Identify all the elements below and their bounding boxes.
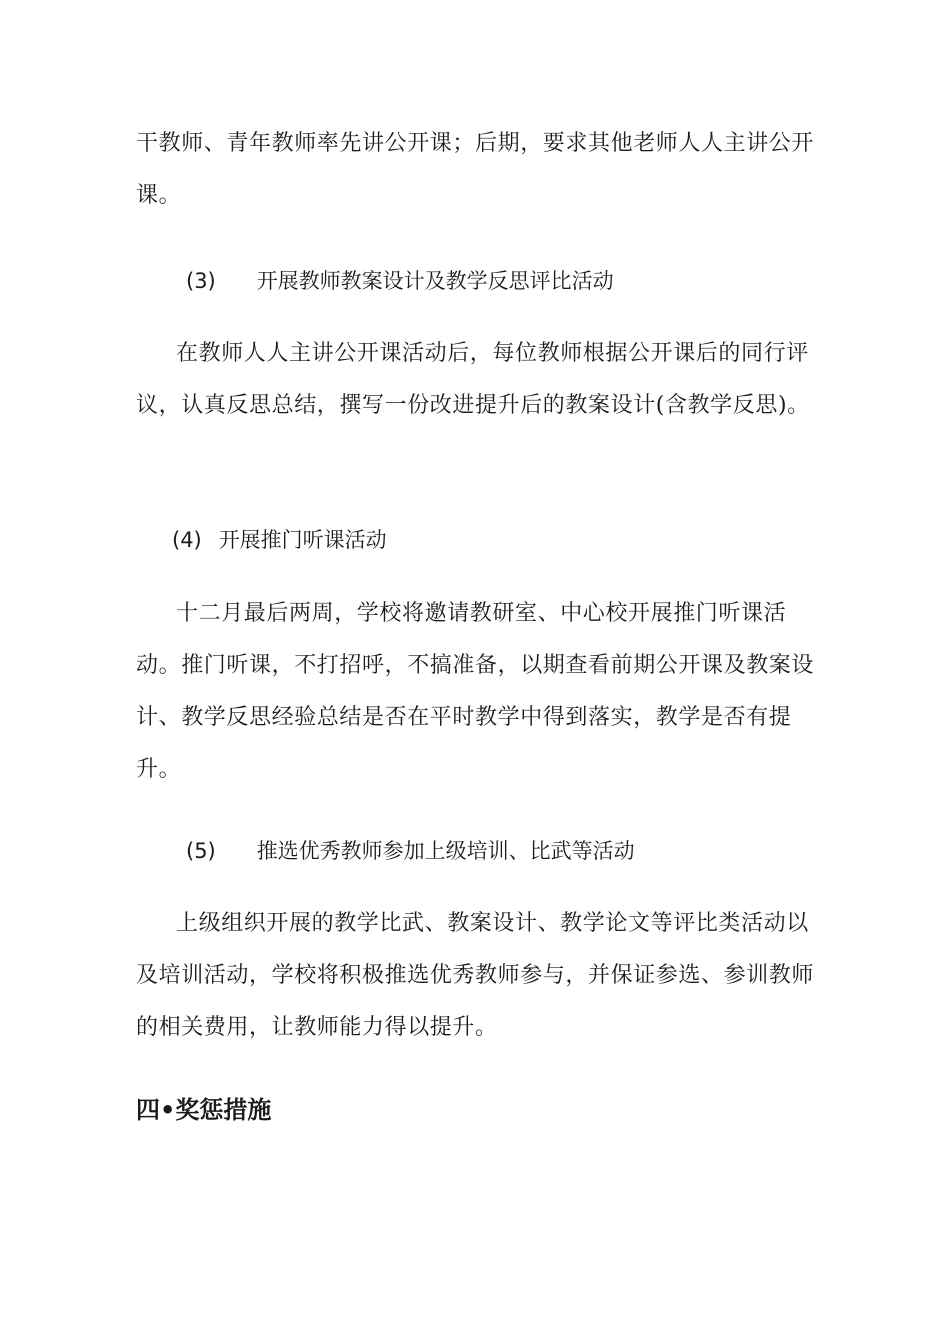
paragraph-continued — [136, 118, 816, 222]
heading-5 — [186, 836, 635, 866]
section-title: 四•奖惩措施 — [136, 1096, 272, 1124]
paragraph-training — [136, 898, 816, 1054]
heading-4 — [172, 525, 387, 555]
paragraph-text: 在教师人人主讲公开课活动后，每位教师根据公开课后的同行评议，认真反思总结，撰写一份改进提升后的教案设计(含教学反思)。 — [136, 341, 810, 418]
heading-number: (3) — [186, 269, 216, 293]
paragraph-text: 干教师、青年教师率先讲公开课；后期，要求其他老师人人主讲公开课。 — [136, 131, 815, 208]
paragraph-observation — [136, 588, 816, 796]
heading-3 — [186, 266, 614, 296]
heading-number: (5) — [186, 839, 216, 863]
heading-text: 开展推门听课活动 — [218, 528, 387, 552]
paragraph-text: 十二月最后两周，学校将邀请教研室、中心校开展推门听课活动。推门听课，不打招呼，不搞准备，以期查看前期公开课及教案设计、教学反思经验总结是否在平时教学中得到落实，教学是否有提升。 — [136, 601, 815, 782]
heading-text: 推选优秀教师参加上级培训、比武等活动 — [256, 839, 635, 863]
heading-number: (4) — [172, 528, 202, 552]
paragraph-reflection — [136, 328, 816, 432]
paragraph-text: 上级组织开展的教学比武、教案设计、教学论文等评比类活动以及培训活动，学校将积极推选优秀教师参与，并保证参选、参训教师的相关费用，让教师能力得以提升。 — [136, 911, 815, 1040]
heading-text: 开展教师教案设计及教学反思评比活动 — [256, 269, 614, 293]
